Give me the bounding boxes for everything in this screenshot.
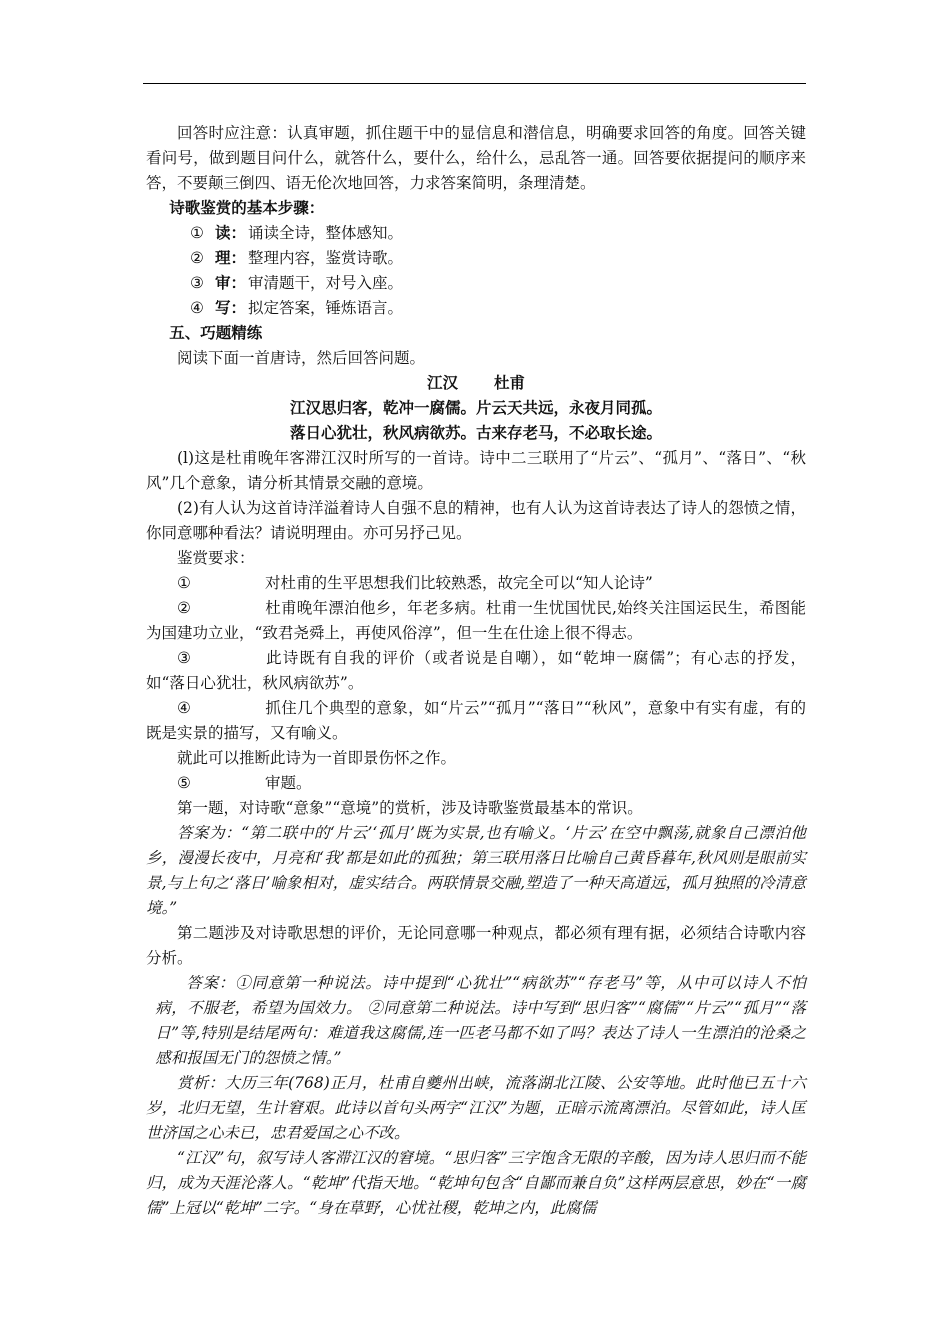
question-1: (l)这是杜甫晚年客滞江汉时所写的一首诗。诗中二三联用了“片云”、“孤月”、“落日”、“秋风”几个意象，请分析其情景交融的意境。	[146, 449, 806, 492]
q1-answer: 答案为：“第二联中的‘片云’‘孤月’既为实景,也有喻义。‘片云’在空中飘荡,就象自己漂泊他乡，漫漫长夜中，月亮和‘我’都是如此的孤独；第三联用落日比喻自己黄昏暮年,秋风则是眼前实景,与上句之‘落日’喻象相对，虚实结合。两联情景交融,塑造了一种天高道远，孤月独照的冷清意境。”	[146, 824, 806, 917]
step-key: 读：	[214, 224, 246, 242]
step-text: 整理内容，鉴赏诗歌。	[247, 249, 403, 267]
step-item	[146, 246, 806, 271]
requirement-item	[146, 771, 806, 796]
q2-analysis: 第二题涉及对诗歌思想的评价，无论同意哪一种观点，都必须有理有据，必须结合诗歌内容分析。	[146, 924, 806, 967]
header-rule	[143, 83, 806, 84]
step-number: ①	[190, 224, 204, 242]
requirement-text: 对杜甫的生平思想我们比较熟悉，故完全可以“知人论诗”	[265, 574, 653, 592]
requirement-item	[146, 696, 806, 746]
appreciation-paragraph-2: “江汉”句，叙写诗人客滞江汉的窘境。“思归客”三字饱含无限的辛酸，因为诗人思归而不能归，成为天涯沦落人。“乾坤”代指天地。“乾坤句包含“自鄙而兼自负”这样两层意思，妙在“一腐儒”上冠以“乾坤”二字。“身在草野，心忧社稷，乾坤之内，此腐儒	[146, 1149, 806, 1217]
poem-author: 杜甫	[494, 374, 526, 392]
page-content	[146, 121, 806, 1221]
requirement-text: 审题。	[265, 774, 312, 792]
requirement-item	[146, 646, 806, 696]
step-number: ②	[190, 249, 204, 267]
step-key: 审：	[214, 274, 246, 292]
requirement-text: 杜甫晚年漂泊他乡，年老多病。杜甫一生忧国忧民,始终关注国运民生，希图能为国建功立业，“致君尧舜上，再使风俗淳”，但一生在仕途上很不得志。	[146, 599, 806, 642]
intro-paragraph: 回答时应注意：认真审题，抓住题干中的显信息和潜信息，明确要求回答的角度。回答关键看问号，做到题目问什么，就答什么，要什么，给什么，忌乱答一通。回答要依据提问的顺序来答，不要颠三倒四、语无伦次地回答，力求答案简明，条理清楚。	[146, 124, 806, 192]
requirement-number: ⑤	[177, 774, 191, 792]
requirement-item	[146, 596, 806, 646]
section-heading: 五、巧题精练	[169, 324, 263, 342]
poem-title-line	[146, 371, 806, 396]
step-key: 理：	[214, 249, 246, 267]
step-text: 审清题干，对号入座。	[247, 274, 403, 292]
step-number: ④	[190, 299, 204, 317]
poem-title: 江汉	[426, 374, 458, 392]
q1-analysis: 第一题，对诗歌“意象”“意境”的赏析，涉及诗歌鉴赏最基本的常识。	[177, 799, 643, 817]
requirement-number: ④	[177, 699, 191, 717]
inference-text: 就此可以推断此诗为一首即景伤怀之作。	[177, 749, 457, 767]
requirements-heading: 鉴赏要求：	[177, 549, 255, 567]
poem-line-1: 江汉思归客，乾冲一腐儒。片云天共远，永夜月同孤。	[289, 399, 662, 417]
requirement-number: ③	[177, 649, 191, 667]
step-number: ③	[190, 274, 204, 292]
steps-heading: 诗歌鉴赏的基本步骤：	[169, 199, 325, 217]
step-item	[146, 296, 806, 321]
poem-line-2: 落日心犹壮，秋风病欲苏。古来存老马，不必取长途。	[289, 424, 662, 442]
requirement-text: 此诗既有自我的评价（或者说是自嘲），如“乾坤一腐儒”；有心志的抒发，如“落日心犹壮，秋风病欲苏”。	[146, 649, 806, 692]
instruction-text: 阅读下面一首唐诗，然后回答问题。	[177, 349, 426, 367]
requirement-number: ①	[177, 574, 191, 592]
appreciation-paragraph-1: 赏析：大历三年(768)正月，杜甫自夔州出峡，流落湖北江陵、公安等地。此时他已五十六岁，北归无望，生计窘艰。此诗以首句头两字“江汉”为题，正暗示流离漂泊。尽管如此，诗人匡世济国之心未已，忠君爱国之心不改。	[146, 1074, 806, 1142]
q2-answer: 答案：①同意第一种说法。诗中提到“心犹壮”“病欲苏”“存老马”等，从中可以诗人不怕病，不服老，希望为国效力。 ②同意第二种说法。诗中写到“思归客”“腐儒”“片云”“孤月”“落日”等,特别是结尾两句：难道我这腐儒,连一匹老马都不如了吗？表达了诗人一生漂泊的沧桑之感和报国无门的怨愤之情。”	[155, 974, 806, 1067]
step-item	[146, 221, 806, 246]
question-2: (2)有人认为这首诗洋溢着诗人自强不息的精神，也有人认为这首诗表达了诗人的怨愤之情，你同意哪种看法？请说明理由。亦可另抒己见。	[146, 499, 806, 542]
step-key: 写：	[214, 299, 246, 317]
step-text: 诵读全诗，整体感知。	[247, 224, 403, 242]
requirement-text: 抓住几个典型的意象，如“片云”“孤月”“落日”“秋风”，意象中有实有虚，有的既是实景的描写，又有喻义。	[146, 699, 806, 742]
requirement-item	[146, 571, 806, 596]
step-item	[146, 271, 806, 296]
step-text: 拟定答案，锤炼语言。	[247, 299, 403, 317]
requirement-number: ②	[177, 599, 191, 617]
